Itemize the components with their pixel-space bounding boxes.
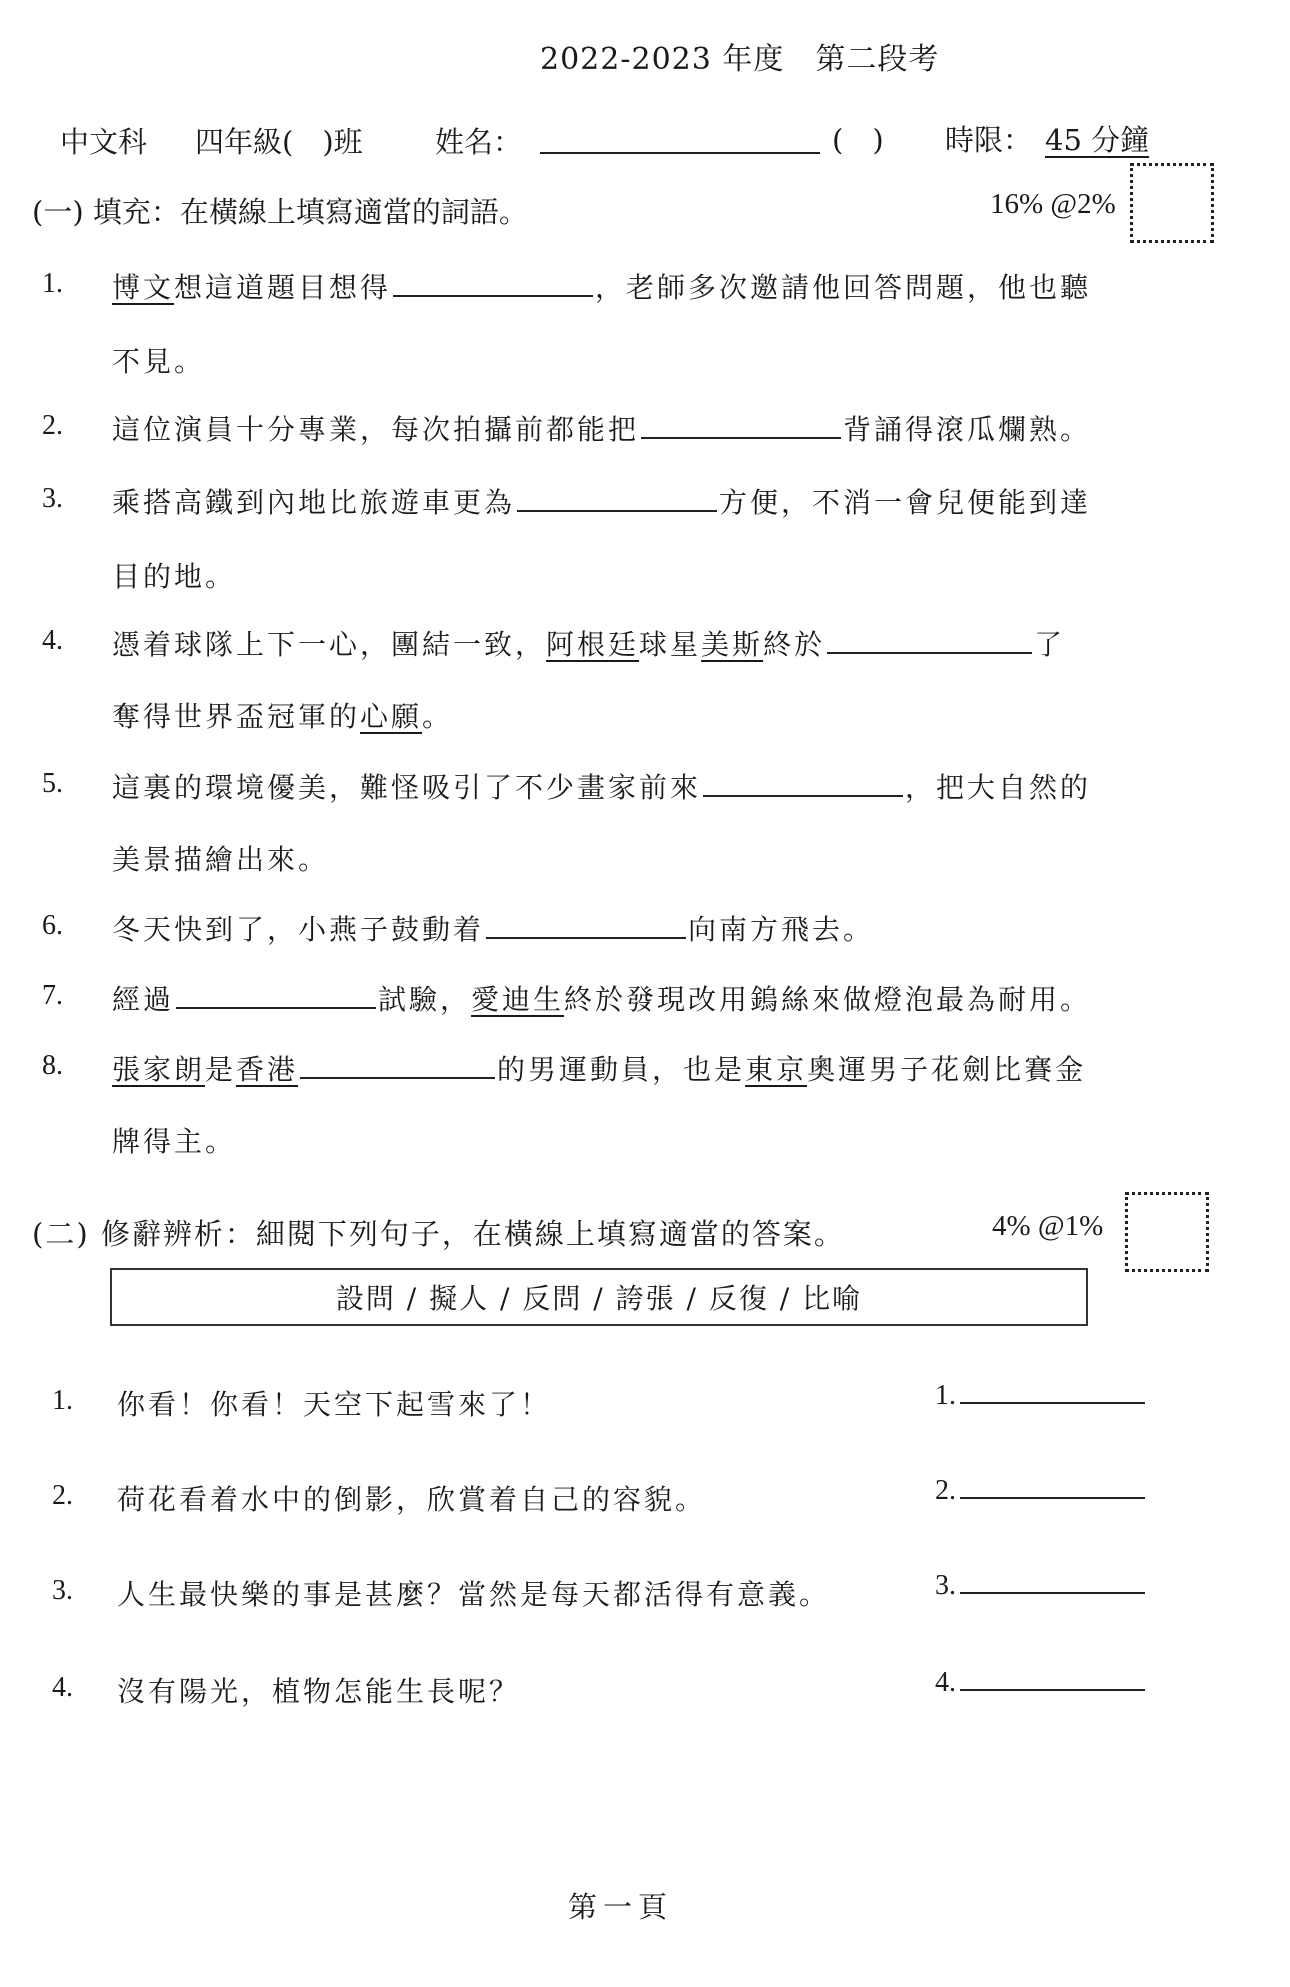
q6-text-b: 向南方飛去。 <box>688 913 875 946</box>
s2-question-4: 沒有陽光，植物怎能生長呢？ <box>117 1675 521 1708</box>
q3-text-a: 乘搭高鐵到內地比旅遊車更為 <box>112 486 516 519</box>
s2-answer-1 <box>935 1380 1145 1412</box>
q1-text-b: ，老師多次邀請他回答問題，他也聽 <box>595 271 1092 304</box>
rhetoric-options: 設問 / 擬人 / 反問 / 誇張 / 反復 / 比喻 <box>335 1282 863 1315</box>
q8-number: 8. <box>42 1050 63 1081</box>
q4-blank[interactable] <box>827 651 1032 654</box>
question-5 <box>112 766 1091 806</box>
s2-question-1: 你看！你看！天空下起雪來了！ <box>117 1388 552 1421</box>
question-1 <box>112 266 1091 306</box>
question-7 <box>112 978 1091 1018</box>
q8-person-name: 張家朗 <box>112 1053 206 1086</box>
s2-q1-number: 1. <box>52 1385 73 1416</box>
q8-text-c: 奧運男子花劍比賽金 <box>807 1053 1087 1086</box>
q7-text-c: 終於發現改用鎢絲來做燈泡最為耐用。 <box>564 983 1092 1016</box>
q4-text-a: 憑着球隊上下一心，團結一致， <box>112 628 547 661</box>
s2-answer-1-label: 1. <box>935 1380 956 1411</box>
q4-number: 4. <box>42 625 63 656</box>
s2-answer-1-blank[interactable] <box>960 1401 1145 1404</box>
q5-blank[interactable] <box>703 794 903 797</box>
s2-answer-3-label: 3. <box>935 1570 956 1601</box>
question-2 <box>112 408 1091 448</box>
q8-text-b: 的男運動員，也是 <box>497 1053 746 1086</box>
s2-answer-4 <box>935 1667 1145 1699</box>
name-label: 姓名： <box>435 125 523 159</box>
s2-q3-number: 3. <box>52 1575 73 1606</box>
q4-underlined-word: 心願 <box>360 700 423 733</box>
subject-label: 中文科 <box>60 125 148 159</box>
q2-text-b: 背誦得滾瓜爛熟。 <box>843 413 1092 446</box>
q6-number: 6. <box>42 910 63 941</box>
q1-blank[interactable] <box>393 294 593 297</box>
q6-blank[interactable] <box>486 936 686 939</box>
section1-score: 16% @2% <box>990 188 1116 220</box>
question-6 <box>112 908 874 948</box>
q4-person-name: 美斯 <box>701 628 764 661</box>
section2-heading: (二) 修辭辨析：細閱下列句子，在橫線上填寫適當的答案。 <box>32 1217 845 1251</box>
time-limit-label: 時限： <box>945 123 1033 157</box>
q1-text-a: 想這道題目想得 <box>174 271 392 304</box>
section2-score-box[interactable] <box>1125 1192 1209 1272</box>
s2-q4-number: 4. <box>52 1672 73 1703</box>
question-8 <box>112 1048 1086 1088</box>
q7-text-b: 試驗， <box>378 983 472 1016</box>
q5-line2: 美景描繪出來。 <box>112 843 330 876</box>
s2-answer-3 <box>935 1570 1145 1602</box>
s2-answer-2 <box>935 1475 1145 1507</box>
q1-name: 博文 <box>112 271 175 304</box>
q8-blank[interactable] <box>300 1076 495 1079</box>
q4-place-name: 阿根廷 <box>546 628 640 661</box>
name-field[interactable] <box>540 152 820 154</box>
q7-text-a: 經過 <box>112 983 175 1016</box>
q3-number: 3. <box>42 483 63 514</box>
s2-answer-2-label: 2. <box>935 1475 956 1506</box>
question-4 <box>112 623 1065 663</box>
q4-text-b: 球星 <box>639 628 702 661</box>
q2-blank[interactable] <box>641 436 841 439</box>
q3-blank[interactable] <box>517 509 717 512</box>
q5-text-b: ，把大自然的 <box>905 771 1092 804</box>
q5-text-a: 這裏的環境優美，難怪吸引了不少畫家前來 <box>112 771 702 804</box>
q8-city-name: 東京 <box>745 1053 808 1086</box>
class-number-field[interactable]: ( ) <box>832 123 884 157</box>
q6-text-a: 冬天快到了，小燕子鼓動着 <box>112 913 485 946</box>
q2-text-a: 這位演員十分專業，每次拍攝前都能把 <box>112 413 640 446</box>
q3-line2: 目的地。 <box>112 560 237 593</box>
q5-number: 5. <box>42 768 63 799</box>
exam-title: 2022-2023 年度 第二段考 <box>540 42 940 77</box>
s2-question-3: 人生最快樂的事是甚麼？當然是每天都活得有意義。 <box>117 1578 831 1611</box>
q8-text-a: 是 <box>205 1053 237 1086</box>
question-3 <box>112 481 1091 521</box>
s2-answer-3-blank[interactable] <box>960 1591 1145 1594</box>
q4-line2-text: 奪得世界盃冠軍的 <box>112 700 361 733</box>
q4-line2 <box>112 695 453 735</box>
q1-number: 1. <box>42 268 63 299</box>
q7-number: 7. <box>42 980 63 1011</box>
q4-text-d: 了 <box>1034 628 1066 661</box>
s2-q2-number: 2. <box>52 1480 73 1511</box>
grade-class-label: 四年級( )班 <box>195 125 363 159</box>
s2-answer-4-label: 4. <box>935 1667 956 1698</box>
s2-answer-2-blank[interactable] <box>960 1496 1145 1499</box>
q8-place-name: 香港 <box>236 1053 299 1086</box>
rhetoric-options-box <box>110 1268 1088 1326</box>
q1-line2: 不見。 <box>112 345 206 378</box>
q8-line2: 牌得主。 <box>112 1125 237 1158</box>
q3-text-b: 方便，不消一會兒便能到達 <box>719 486 1092 519</box>
q2-number: 2. <box>42 410 63 441</box>
q7-person-name: 愛迪生 <box>471 983 565 1016</box>
q4-text-c: 終於 <box>763 628 826 661</box>
s2-question-2: 荷花看着水中的倒影，欣賞着自己的容貌。 <box>117 1483 707 1516</box>
page-number: 第一頁 <box>568 1890 674 1924</box>
time-limit-value: 45 分鐘 <box>1045 123 1150 157</box>
section1-score-box[interactable] <box>1130 163 1214 243</box>
q7-blank[interactable] <box>176 1006 376 1009</box>
s2-answer-4-blank[interactable] <box>960 1688 1145 1691</box>
q4-line2-end: 。 <box>422 700 454 733</box>
section2-score: 4% @1% <box>992 1210 1104 1242</box>
section1-heading: (一) 填充：在橫線上填寫適當的詞語。 <box>32 195 528 229</box>
